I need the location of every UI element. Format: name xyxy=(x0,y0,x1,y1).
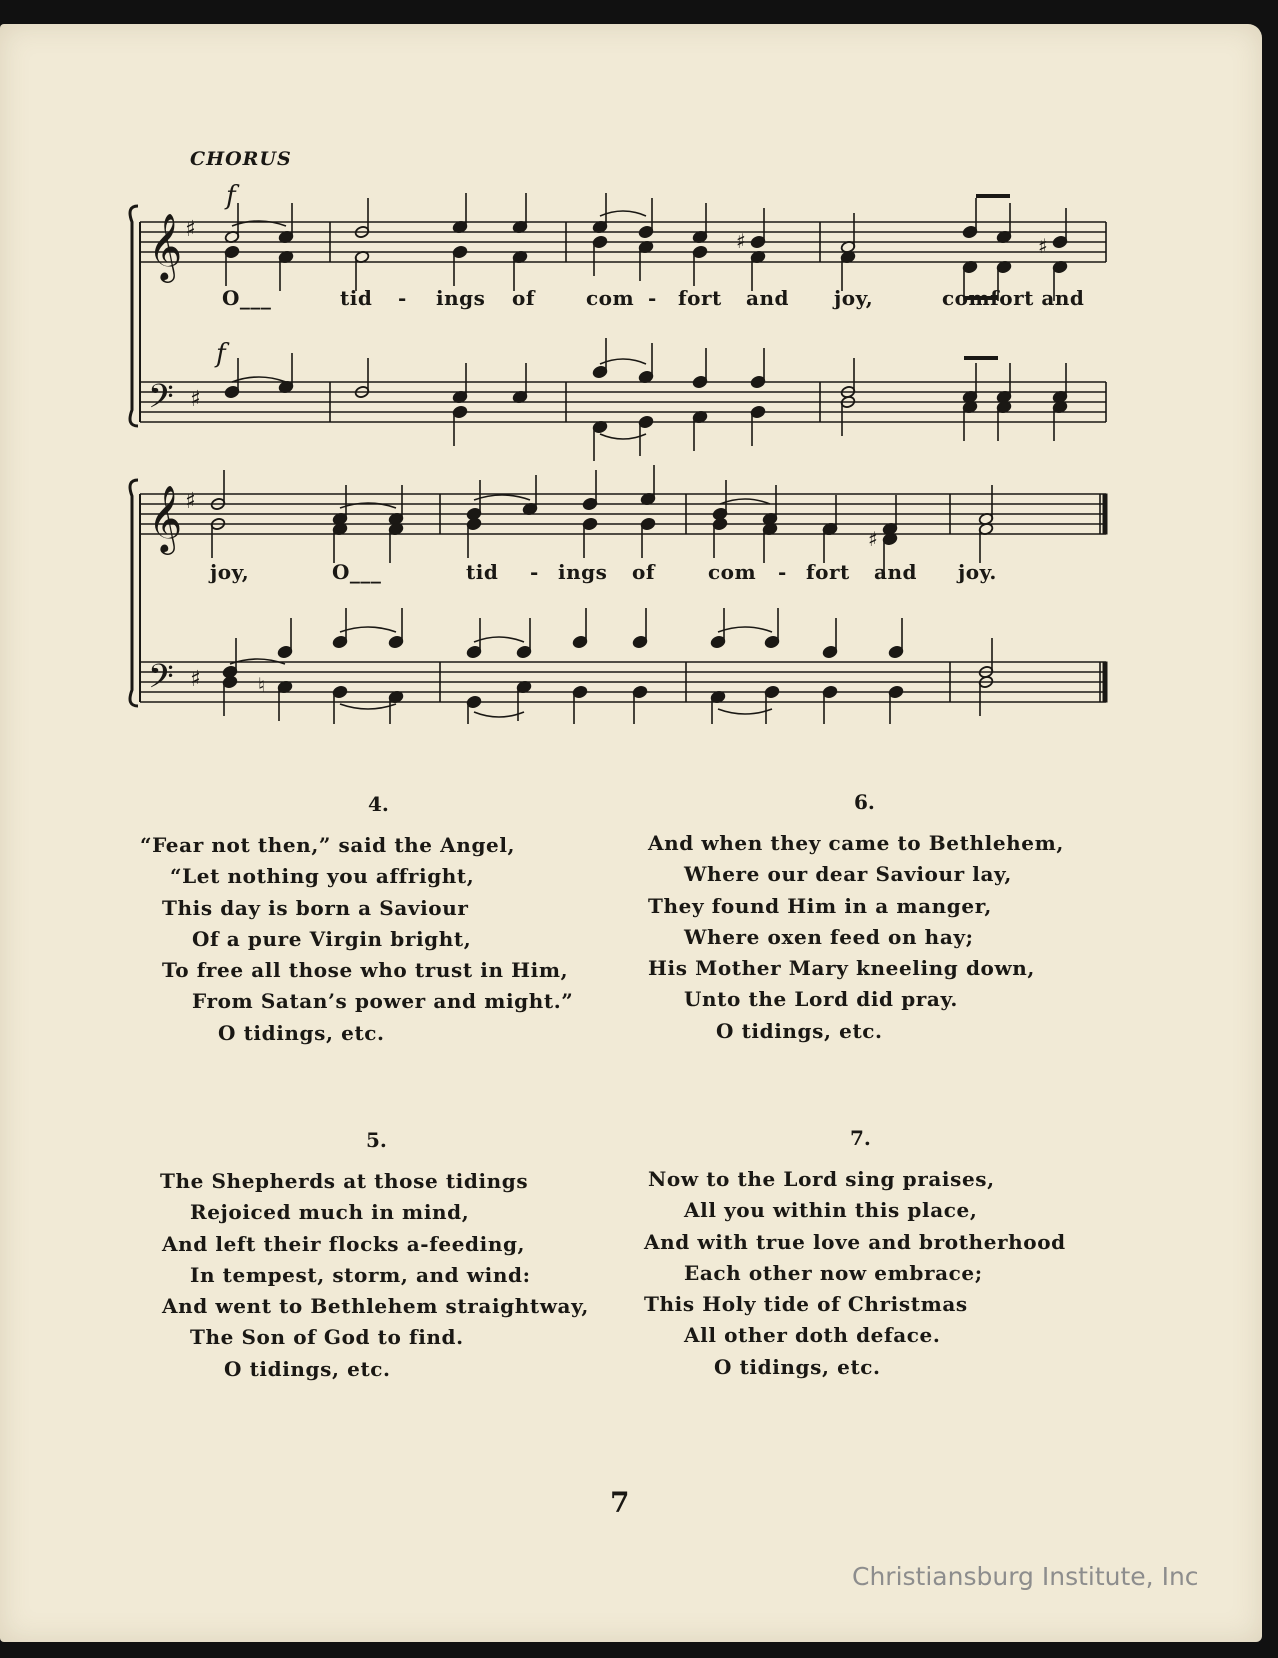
dynamic-forte: f xyxy=(216,339,226,369)
verse-line: Now to the Lord sing praises, xyxy=(648,1167,995,1191)
lyric-syllable: com xyxy=(586,286,635,310)
lyric-syllable: comfort and xyxy=(942,286,1085,310)
lyric-syllable: of xyxy=(512,286,535,310)
verse-line: And when they came to Bethlehem, xyxy=(648,831,1064,855)
verse-text xyxy=(160,1166,589,1385)
music-score xyxy=(0,24,1262,724)
chorus-label: CHORUS xyxy=(190,148,292,170)
lyric-syllable: - xyxy=(778,560,787,584)
verse-line: O tidings, etc. xyxy=(224,1356,391,1381)
final-barline xyxy=(1103,494,1107,534)
verse-line: O tidings, etc. xyxy=(714,1354,881,1379)
lyric-syllable: ings xyxy=(558,560,608,584)
lyric-syllable: and xyxy=(874,560,917,584)
key-signature: ♯ xyxy=(190,387,201,412)
verse-text xyxy=(140,830,573,1049)
tie xyxy=(474,712,524,717)
accidental-sharp: ♯ xyxy=(868,527,878,551)
key-signature: ♯ xyxy=(185,489,196,514)
verse-line: All you within this place, xyxy=(684,1198,978,1223)
lyric-syllable: com xyxy=(708,560,757,584)
verse-line: And went to Bethlehem straightway, xyxy=(162,1294,589,1319)
verse-line: His Mother Mary kneeling down, xyxy=(648,956,1035,981)
verse-number: 4. xyxy=(368,792,389,816)
verse-line: This day is born a Saviour xyxy=(162,895,469,920)
accidental-sharp: ♯ xyxy=(1038,234,1048,258)
verse-line: O tidings, etc. xyxy=(716,1018,883,1043)
lyric-syllable: joy, xyxy=(834,286,874,310)
key-signature: ♯ xyxy=(190,667,201,692)
bass-clef: 𝄢 xyxy=(148,378,174,424)
treble-clef: 𝄞 xyxy=(148,212,183,280)
verse-line: From Satan’s power and might.” xyxy=(192,989,574,1014)
lyric-syllable: and xyxy=(746,286,789,310)
tie xyxy=(718,709,772,714)
verse-line: “Fear not then,” said the Angel, xyxy=(140,833,516,857)
lyric-syllable: fort xyxy=(806,560,850,584)
tie xyxy=(474,637,524,642)
page-number: 7 xyxy=(610,1486,630,1519)
verse-line: Where oxen feed on hay; xyxy=(684,924,974,949)
verse-line: All other doth deface. xyxy=(684,1323,941,1348)
verse-line: Unto the Lord did pray. xyxy=(684,987,958,1012)
tie xyxy=(600,211,646,216)
lyric-syllable: - xyxy=(398,286,407,310)
tie xyxy=(340,704,396,709)
verse-line: And with true love and brotherhood xyxy=(644,1229,1066,1254)
lyric-syllable: O___ xyxy=(332,560,382,584)
treble-clef: 𝄞 xyxy=(148,484,183,552)
verse-number: 6. xyxy=(854,790,875,814)
verse-line: The Shepherds at those tidings xyxy=(160,1169,529,1193)
verse-line: Each other now embrace; xyxy=(684,1260,983,1285)
verse-text xyxy=(644,1164,1066,1383)
accidental-natural: ♮ xyxy=(258,673,266,697)
verse-number: 7. xyxy=(850,1126,871,1150)
tie xyxy=(600,434,646,439)
lyric-syllable: joy. xyxy=(958,560,997,584)
final-barline xyxy=(1103,662,1107,702)
watermark: Christiansburg Institute, Inc xyxy=(852,1562,1199,1591)
verse-line: To free all those who trust in Him, xyxy=(162,958,569,983)
tie xyxy=(474,495,530,500)
lyric-syllable: ings xyxy=(436,286,486,310)
verse-line: And left their flocks a-feeding, xyxy=(162,1231,526,1256)
bass-clef: 𝄢 xyxy=(148,658,174,704)
lyric-syllable: joy, xyxy=(210,560,250,584)
tie xyxy=(718,627,772,632)
brace xyxy=(130,206,138,426)
lyric-syllable: of xyxy=(632,560,655,584)
verse-line: Where our dear Saviour lay, xyxy=(684,862,1012,887)
hymn-page xyxy=(0,24,1262,1642)
verse-line: In tempest, storm, and wind: xyxy=(190,1262,531,1287)
brace xyxy=(130,480,138,706)
verse-line: This Holy tide of Christmas xyxy=(644,1292,968,1317)
lyric-syllable: O___ xyxy=(222,286,272,310)
verse-line: Rejoiced much in mind, xyxy=(190,1200,470,1225)
verse-text xyxy=(648,828,1064,1047)
lyric-syllable: - xyxy=(648,286,657,310)
key-signature: ♯ xyxy=(185,217,196,242)
accidental-sharp: ♯ xyxy=(736,229,746,253)
tie xyxy=(340,627,396,632)
lyric-syllable: fort xyxy=(678,286,722,310)
verse-line: They found Him in a manger, xyxy=(648,893,992,918)
verse-line: “Let nothing you affright, xyxy=(170,864,475,889)
verse-line: Of a pure Virgin bright, xyxy=(192,926,472,951)
verse-line: The Son of God to find. xyxy=(190,1325,464,1350)
dynamic-forte: f xyxy=(226,181,236,211)
tie xyxy=(600,359,646,364)
lyric-syllable: tid xyxy=(466,560,499,584)
tie xyxy=(232,377,286,382)
verse-number: 5. xyxy=(366,1128,387,1152)
tie xyxy=(720,499,770,504)
verse-line: O tidings, etc. xyxy=(218,1020,385,1045)
lyric-syllable: - xyxy=(530,560,539,584)
lyric-syllable: tid xyxy=(340,286,373,310)
